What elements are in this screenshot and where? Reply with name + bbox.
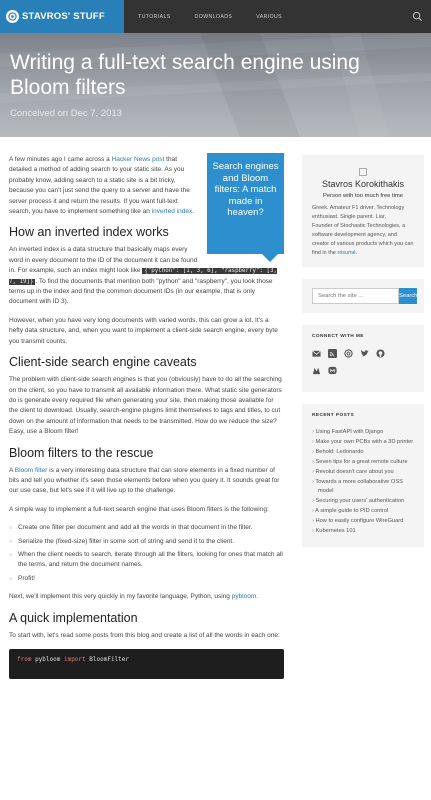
search-form <box>312 288 418 304</box>
heading-quick-implementation: A quick implementation <box>9 610 138 625</box>
inverted-index-paragraph-2: However, when you have very long documents with varied words, this can grow a lot. It's a hefty data structure, and, when you want to implement a client-side search engine, every byte you transmit counts. <box>9 316 278 345</box>
recent-posts-widget <box>302 404 424 547</box>
profile-bio: Greek. Amateur F1 driver. Technology enthusiast. Single parent. Liar. Founder of Stochastic Technologies, a software development agency, and creator of various products which you can find in the résumé. <box>312 205 414 256</box>
nav-link-downloads[interactable]: DOWNLOADS <box>194 13 233 20</box>
recent-post-link[interactable]: › A simple guide to PID control <box>312 507 414 516</box>
rss-icon[interactable] <box>328 349 337 358</box>
resume-link[interactable]: résumé <box>337 250 356 256</box>
connect-widget <box>302 325 424 392</box>
code-block: from pybloom import BloomFilter <box>9 649 284 679</box>
recent-posts-title: RECENT POSTS <box>312 413 355 418</box>
inverted-index-link[interactable]: inverted index <box>151 208 193 216</box>
avatar <box>359 168 367 176</box>
mastodon-icon[interactable] <box>328 366 337 375</box>
nav-link-various[interactable]: VARIOUS <box>256 13 283 20</box>
recent-post-link[interactable]: › Using FastAPI with Django <box>312 428 414 437</box>
email-icon[interactable] <box>312 349 321 358</box>
inverted-index-paragraph: An inverted index is a data structure that basically maps every word in every document to the ID of the document it can be found in. For example, such an index might look like {"python": [1, 3, 6], "raspberry": [3, 7, 19]} . To find the documents that mention both "python" and "raspberry", you look those terms up in the index and find the common document IDs (in our example, that is only document with ID 3). <box>9 246 277 306</box>
search-button[interactable]: Search <box>399 288 417 304</box>
brand-name: STAVROS' STUFF <box>22 11 105 22</box>
hero-banner <box>0 33 431 137</box>
nav-links <box>138 0 306 33</box>
steps-list <box>9 523 284 584</box>
inline-code: {"python": [1, 3, 6], "raspberry": [3, 7, 19]} <box>9 268 277 285</box>
heading-caveats: Client-side search engine caveats <box>9 355 197 370</box>
list-item: ○ Serialize the (fixed-size) filter in some sort of string and send it to the client. <box>9 537 284 547</box>
recent-post-link[interactable]: › How to easily configure WireGuard <box>312 517 414 526</box>
nav-link-tutorials[interactable]: TUTORIALS <box>138 13 171 20</box>
keybase-icon[interactable] <box>312 366 321 375</box>
quick-paragraph: To start with, let's read some posts from this blog and create a list of all the words in each one: <box>9 631 280 639</box>
pullquote: Search engines and Bloom filters: A match made in heaven? <box>207 153 284 254</box>
at-sign-icon[interactable] <box>344 349 353 358</box>
search-widget <box>302 279 424 313</box>
heading-inverted-index: How an inverted index works <box>9 225 169 240</box>
page-title: Writing a full-text search engine using Bloom filters <box>10 51 360 99</box>
recent-post-link[interactable]: › Revolut doesn't care about you <box>312 468 414 477</box>
social-row-2 <box>312 366 414 375</box>
social-row <box>312 349 414 358</box>
recent-post-link[interactable]: › Behold: Ledonardo <box>312 448 414 457</box>
next-paragraph: Next, we'll implement this very quickly in my favorite language, Python, using pybloom. <box>9 593 259 601</box>
search-icon[interactable] <box>412 11 423 22</box>
profile-name: Stavros Korokithakis <box>321 179 405 189</box>
logo-icon <box>6 10 19 23</box>
recent-post-link[interactable]: › Seven tips for a great remote culture <box>312 458 414 467</box>
article-body <box>9 155 284 679</box>
top-nav <box>0 0 431 33</box>
bloom-paragraph-2: A simple way to implement a full-text search engine that uses Bloom filters is the following: <box>9 505 269 513</box>
pybloom-link[interactable]: pybloom <box>231 593 257 601</box>
recent-post-link[interactable]: › Kubernetes 101 <box>312 527 414 536</box>
bloom-filter-link[interactable]: Bloom filter <box>14 466 48 474</box>
caveats-paragraph: The problem with client-side search engines is that you (obviously) have to do all the searching on the client, so you have to transmit all available information there. What static site generators do is generate every required file when generating your site, then making those available for the client to download. Usually, search-engine plugins limit themselves to tags and titles, to cut down on the amount of information that needs to be transmitted. How do we reduce the size? Easy, use a Bloom filter! <box>9 376 282 436</box>
recent-post-link[interactable]: › Securing your users' authentication <box>312 497 414 506</box>
recent-posts-list <box>312 428 414 536</box>
list-item: ○ Profit! <box>9 574 284 584</box>
intro-paragraph: A few minutes ago I came across a Hacker News post that detailed a method of adding search to your static site. As you probably know, adding search to a static site is a bit tricky, because you can't just send the query to a server and have the server process it and return the results. If you want full-text search, you have to implement something like an inverted index. <box>9 156 195 216</box>
brand-logo-link[interactable] <box>0 0 124 33</box>
sidebar <box>302 155 424 559</box>
connect-title: CONNECT WITH ME <box>312 334 364 339</box>
hacker-news-link[interactable]: Hacker News post <box>111 156 165 163</box>
bloom-paragraph: A Bloom filter is a very interesting data structure that can store elements in a fixed number of bits and tell you whether it's seen those elements before when you query it. It sounds great for our use case, but let's see if it will live up to the challenge. <box>9 466 280 495</box>
recent-post-link[interactable]: › Towards a more collaborative OSS model <box>312 478 414 495</box>
list-item: ○ When the client needs to search, iterate through all the filters, looking for ones that match all the terms, and return the document names. <box>9 550 284 571</box>
github-icon[interactable] <box>376 349 385 358</box>
heading-bloom-filters: Bloom filters to the rescue <box>9 445 154 460</box>
list-item: ○ Create one filter per document and add all the words in that document in the filter. <box>9 523 284 533</box>
twitter-icon[interactable] <box>360 349 369 358</box>
post-date: Conceived on Dec 7, 2013 <box>10 108 122 119</box>
profile-widget <box>302 155 424 267</box>
search-input[interactable] <box>312 288 399 304</box>
recent-post-link[interactable]: › Make your own PCBs with a 3D printer <box>312 438 414 447</box>
profile-tagline: Person with too much free time <box>323 193 403 199</box>
